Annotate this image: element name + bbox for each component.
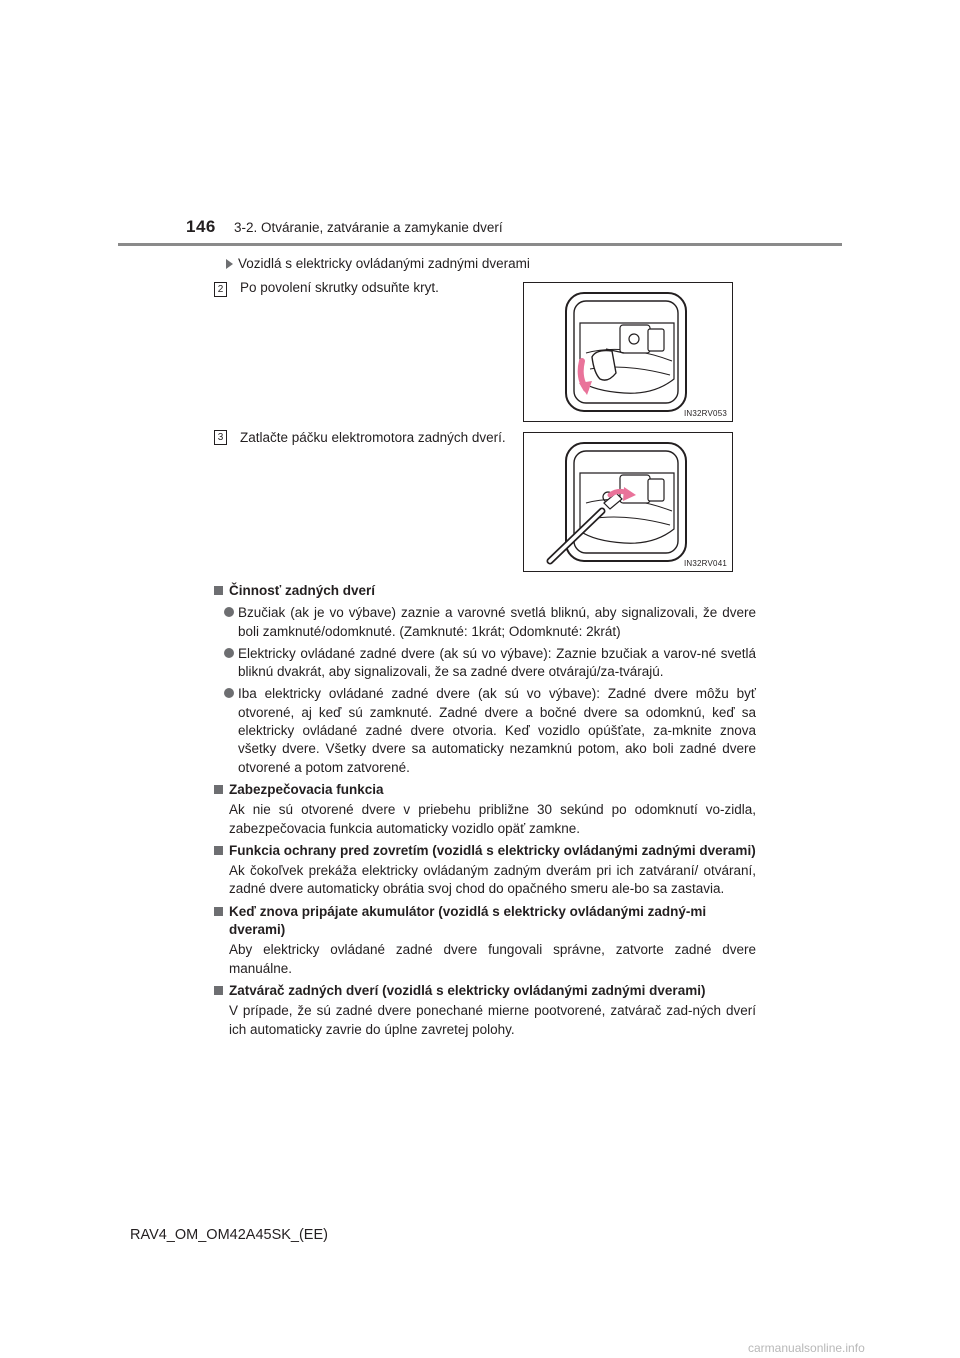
section-title: 3-2. Otváranie, zatváranie a zamykanie dverí <box>234 220 503 235</box>
document-code: RAV4_OM_OM42A45SK_(EE) <box>130 1227 328 1243</box>
step-text-2: Po povolení skrutky odsuňte kryt. <box>240 280 439 295</box>
list-item: Bzučiak (ak je vo výbave) zaznie a varovné svetlá bliknú, aby signalizovali, že dvere boli zamknuté/odomknuté. (Zamknuté: 1krát; Odomknuté: 2krát) <box>212 604 756 641</box>
section-heading: Zabezpečovacia funkcia <box>212 781 756 799</box>
section-heading: Činnosť zadných dverí <box>212 582 756 600</box>
list-item: Elektricky ovládané zadné dvere (ak sú vo výbave): Zaznie bzučiak a varov-né svetlá bliknú dvakrát, aby signalizovali, že sa zadné dvere otvárajú/za-tvárajú. <box>212 645 756 682</box>
figure-code: IN32RV053 <box>683 409 727 418</box>
figure-code: IN32RV041 <box>683 559 727 568</box>
list-item: Iba elektricky ovládané zadné dvere (ak sú vo výbave): Zadné dvere môžu byť otvorené, aj keď sú zamknuté. Zadné dvere a bočné dvere sa odomknú, keď sa elektricky ovládané zadné dvere otvoria. Keď vozidlo opúšťate, za-mknite znova všetky dvere. Všetky dvere sa automaticky nezamknú potom, ako boli zadné dvere otvorené a potom zatvorené. <box>212 685 756 776</box>
circle-bullet-icon <box>224 648 234 658</box>
sub-heading <box>226 256 530 271</box>
cover-illustration <box>524 283 732 421</box>
header-rule <box>118 243 842 246</box>
square-bullet-icon <box>214 586 223 595</box>
section-heading: Funkcia ochrany pred zovretím (vozidlá s elektricky ovládanými zadnými dverami) <box>212 842 756 860</box>
section-paragraph: V prípade, že sú zadné dvere ponechané mierne pootvorené, zatvárač zad-ných dverí ich automaticky zavrie do úplne zavretej polohy. <box>229 1003 756 1037</box>
section-paragraph: Aby elektricky ovládané zadné dvere fungovali správne, zatvorte zadné dvere manuálne. <box>229 942 756 976</box>
watermark: carmanualsonline.info <box>748 1341 865 1355</box>
section-paragraph: Ak čokoľvek prekáža elektricky ovládaným zadným dverám pri ich zatváraní/ otváraní, zadné dvere automaticky obrátia svoj chod do opačného smeru ale-bo sa zastavia. <box>229 863 756 897</box>
square-bullet-icon <box>214 785 223 794</box>
square-bullet-icon <box>214 986 223 995</box>
sub-heading-text: Vozidlá s elektricky ovládanými zadnými dverami <box>238 256 530 271</box>
square-bullet-icon <box>214 907 223 916</box>
square-bullet-icon <box>214 846 223 855</box>
body-content <box>212 582 756 1039</box>
step-number-3: 3 <box>214 430 227 445</box>
lever-illustration <box>524 433 732 571</box>
circle-bullet-icon <box>224 688 234 698</box>
section-paragraph: Ak nie sú otvorené dvere v priebehu približne 30 sekúnd po odomknutí vo-zidla, zabezpečovacia funkcia automaticky vozidlo opäť zamkne. <box>229 802 756 836</box>
figure-motor-lever <box>523 432 733 572</box>
section-heading: Keď znova pripájate akumulátor (vozidlá s elektricky ovládanými zadný-mi dverami) <box>212 903 756 940</box>
figure-cover-removal <box>523 282 733 422</box>
circle-bullet-icon <box>224 607 234 617</box>
step-number-2: 2 <box>214 282 227 297</box>
section-heading: Zatvárač zadných dverí (vozidlá s elektricky ovládanými zadnými dverami) <box>212 982 756 1000</box>
page-number: 146 <box>186 217 216 236</box>
step-text-3: Zatlačte páčku elektromotora zadných dverí. <box>240 430 506 445</box>
triangle-bullet-icon <box>226 259 233 269</box>
